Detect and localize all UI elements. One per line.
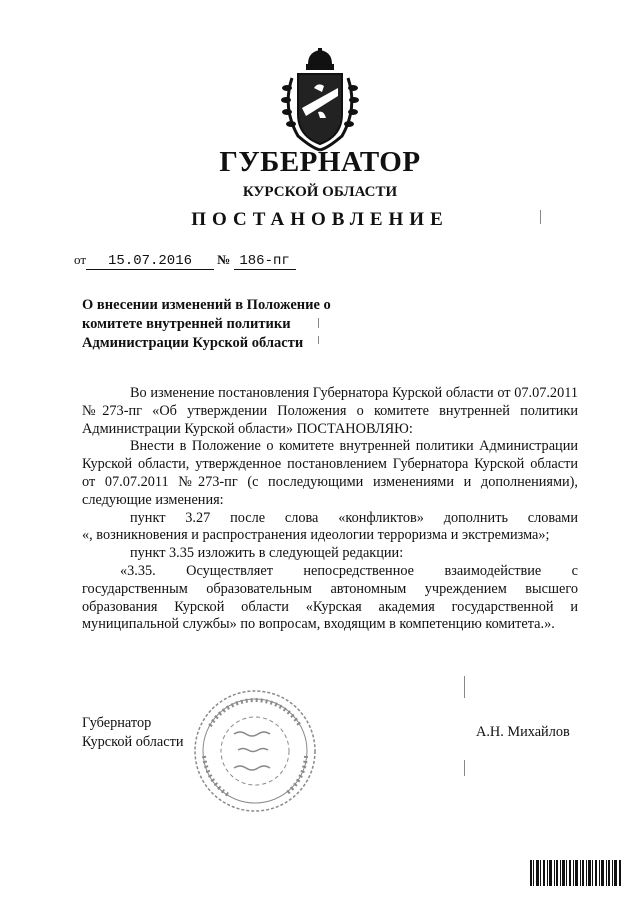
scan-mark bbox=[464, 760, 465, 776]
body-paragraph: «3.35. Осуществляет непосредственное взаимодействие с государственным образовательным автономным учреждением высшего образования Курской области «Курская академия государственной и муниципальной службы» по вопросам, входящим в компетенцию комитета.». bbox=[82, 562, 578, 633]
signatory-position bbox=[82, 714, 184, 752]
issuer-region: КУРСКОЙ ОБЛАСТИ bbox=[242, 184, 398, 200]
subject-line: комитете внутренней политики bbox=[82, 316, 291, 332]
scan-mark bbox=[464, 676, 465, 698]
date-number-line bbox=[74, 252, 296, 270]
document-subject bbox=[82, 296, 402, 353]
signatory-position-line: Губернатор bbox=[82, 715, 152, 731]
body-paragraph: Внести в Положение о комитете внутренней политики Администрации Курской области, утвержденное постановлением Губернатора Курской области от 07.07.2011 №273-пг (с последующими изменениями и дополнениями), следующие изменения: bbox=[82, 438, 578, 508]
body-paragraph: пункт 3.27 после слова «конфликтов» дополнить словами bbox=[130, 509, 578, 526]
barcode bbox=[530, 860, 622, 886]
signatory-position-line: Курской области bbox=[82, 734, 184, 750]
body-paragraph: «, возникновения и распространения идеологии терроризма и экстремизма»; bbox=[82, 527, 550, 544]
body-paragraph: Во изменение постановления Губернатора Курской области от 07.07.2011 №273-пг «Об утверждении Положения о комитете внутренней политики Администрации Курской области» ПОСТАНОВЛЯЮ: bbox=[82, 385, 578, 437]
document-body bbox=[82, 385, 578, 634]
scan-mark bbox=[318, 336, 319, 344]
number-prefix: № bbox=[217, 252, 231, 267]
date-prefix: от bbox=[74, 252, 87, 267]
coat-of-arms-emblem bbox=[278, 48, 362, 152]
issuer-title: ГУБЕРНАТОР bbox=[219, 146, 421, 178]
document-number: 186-пг bbox=[234, 253, 296, 270]
subject-line: Администрации Курской области bbox=[82, 335, 304, 351]
body-paragraph: пункт 3.35 изложить в следующей редакции: bbox=[130, 545, 404, 562]
document-type: ПОСТАНОВЛЕНИЕ bbox=[191, 209, 449, 230]
subject-line: О внесении изменений в Положение о bbox=[82, 297, 331, 313]
scan-mark bbox=[540, 210, 541, 224]
scan-mark bbox=[318, 318, 319, 328]
document-date: 15.07.2016 bbox=[86, 253, 214, 270]
office-stamp bbox=[190, 686, 320, 816]
signatory-name: А.Н. Михайлов bbox=[476, 724, 570, 740]
